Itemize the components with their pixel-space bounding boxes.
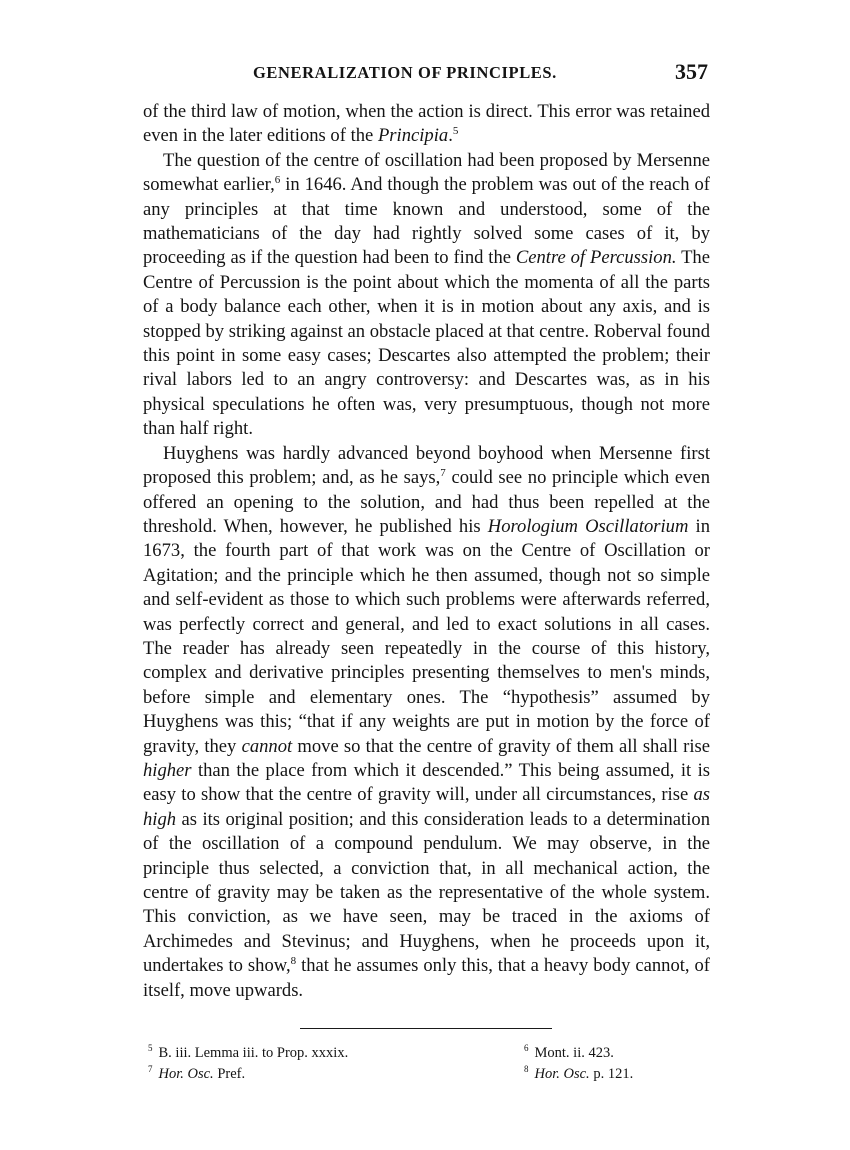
footnote-ref-8: 8 bbox=[290, 955, 297, 968]
footnote-italic: Hor. Osc. bbox=[158, 1065, 214, 1082]
text-run: move so that the centre of gravity of them all shall rise bbox=[292, 735, 710, 757]
italic-title: Principia bbox=[377, 125, 449, 147]
footnote-ref-7: 7 bbox=[440, 466, 446, 479]
footnote-text: B. iii. Lemma iii. to Prop. xxxix. bbox=[158, 1044, 349, 1061]
italic-term: Centre of Percussion. bbox=[515, 247, 677, 269]
footnote-text: Mont. ii. 423. bbox=[534, 1044, 614, 1061]
text-run: could see no principle which even offered an opening to the solution, and had thus been repelled at the threshold. When, however, he published his bbox=[143, 467, 710, 537]
footnote-ref-6: 6 bbox=[274, 174, 281, 187]
footnote-italic: Hor. Osc. bbox=[534, 1065, 590, 1082]
text-run: The question of the centre of oscillation had been proposed by Mersenne somewhat earlier, bbox=[143, 149, 710, 196]
footnote-7 bbox=[148, 1059, 245, 1085]
text-run: in 1673, the fourth part of that work was on the Centre of Oscillation or Agitation; and the principle which he then assumed, though not so simple and self-evident as those to which such problems were afterwards referred, was perfectly correct and general, and led to exact solutions in all cases. The reader has already seen repeatedly in the course of this history, complex and derivative principles presenting themselves to men's minds, before simple and elementary ones. The “hypothesis” assumed by Huyghens was this; “that if any weights are put in motion by the force of gravity, they bbox=[143, 515, 710, 757]
italic-emphasis: as high bbox=[143, 784, 710, 830]
italic-title: Horologium Oscillatorium bbox=[487, 515, 689, 537]
running-title: GENERALIZATION OF PRINCIPLES. bbox=[253, 63, 557, 82]
text-run: Huyghens was hardly advanced beyond boyhood when Mersenne first proposed this problem; and, as he says, bbox=[143, 442, 710, 489]
footnote-separator bbox=[300, 1028, 552, 1029]
footnote-text: Pref. bbox=[213, 1065, 246, 1082]
footnote-mark: 6 bbox=[524, 1043, 529, 1053]
paragraph-2 bbox=[143, 149, 710, 442]
text-run: as its original position; and this consideration leads to a determination of the oscillation of a compound pendulum. We may observe, in the principle thus selected, a conviction that, in all mechanical action, the centre of gravity may be taken as the representative of the whole system. This conviction, as we have seen, may be traced in the axioms of Archimedes and Stevinus; and Huyghens, when he proceeds upon it, undertakes to show, bbox=[143, 808, 710, 977]
body-text bbox=[143, 100, 710, 1003]
text-run: The Centre of Percussion is the point about which the momenta of all the parts of a body balance each other, when it is in motion about any axis, and is stopped by striking against an obstacle placed at that centre. Roberval found this point in some easy cases; Descartes also attempted the problem; their rival labors led to an angry controversy: and Descartes was, as in his physical speculations he often was, very presumptuous, though not more than half right. bbox=[143, 247, 710, 440]
text-run: . bbox=[448, 125, 453, 147]
italic-emphasis: higher bbox=[143, 759, 192, 781]
page-number: 357 bbox=[675, 59, 708, 84]
footnote-ref-5: 5 bbox=[452, 125, 459, 138]
footnote-mark: 8 bbox=[524, 1064, 529, 1074]
paragraph-1 bbox=[143, 100, 710, 149]
text-run: than the place from which it descended.” This being assumed, it is easy to show that the centre of gravity will, under all circumstances, rise bbox=[143, 759, 710, 806]
footnote-mark: 7 bbox=[148, 1064, 153, 1074]
paragraph-3 bbox=[143, 442, 710, 1003]
italic-emphasis: cannot bbox=[241, 735, 293, 757]
footnote-mark: 5 bbox=[148, 1043, 153, 1053]
text-run: of the third law of motion, when the action is direct. This error was retained even in the later editions of the bbox=[143, 101, 710, 147]
footnote-8 bbox=[524, 1059, 633, 1085]
text-run: that he assumes only this, that a heavy body cannot, of itself, move upwards. bbox=[143, 955, 710, 1001]
text-run: in 1646. And though the problem was out of the reach of any principles at that time known and understood, some of the mathematicians of the day had rightly solved some cases of it, by proceeding as if the question had been to find the bbox=[143, 174, 710, 269]
footnote-text: p. 121. bbox=[589, 1065, 634, 1082]
